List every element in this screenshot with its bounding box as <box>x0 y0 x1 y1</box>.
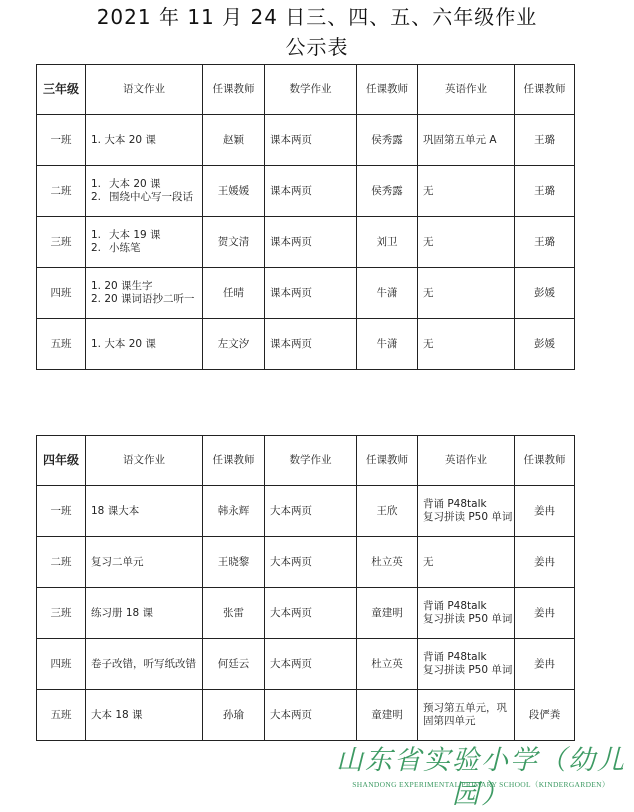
table-row <box>37 588 575 639</box>
cell-line: 2. 20 课词语抄二听一 <box>91 293 195 305</box>
cell-line: 1. 大本 20 课 <box>91 337 156 350</box>
english-homework <box>418 115 515 166</box>
class-name: 四班 <box>37 639 86 690</box>
math-homework: 大本两页 <box>265 486 357 537</box>
table-header-row <box>37 65 575 115</box>
chinese-teacher: 任晴 <box>203 268 265 319</box>
header-teacher: 任课教师 <box>357 65 418 115</box>
english-homework <box>418 486 515 537</box>
list-item <box>91 229 197 242</box>
chinese-homework <box>86 217 203 268</box>
class-name: 四班 <box>37 268 86 319</box>
header-teacher: 任课教师 <box>515 436 575 486</box>
page-subtitle: 公示表 <box>285 35 349 59</box>
english-homework <box>418 166 515 217</box>
math-teacher: 杜立英 <box>357 639 418 690</box>
math-homework: 大本两页 <box>265 639 357 690</box>
school-logo <box>331 744 631 810</box>
chinese-teacher: 王媛媛 <box>203 166 265 217</box>
english-homework <box>418 319 515 370</box>
cell-line: 复习拼读 P50 单词 <box>423 613 513 625</box>
chinese-homework <box>86 486 203 537</box>
chinese-homework <box>86 537 203 588</box>
chinese-homework <box>86 639 203 690</box>
math-teacher: 杜立英 <box>357 537 418 588</box>
cell-line: 无 <box>423 337 434 350</box>
table-row <box>37 268 575 319</box>
header-chinese: 语文作业 <box>86 436 203 486</box>
chinese-teacher: 赵颖 <box>203 115 265 166</box>
cell-line: 无 <box>423 286 434 299</box>
cell-line: 练习册 18 课 <box>91 606 154 619</box>
grade-label: 四年级 <box>37 436 86 486</box>
cell-line: 卷子改错，听写纸改错 <box>91 657 196 670</box>
class-name: 三班 <box>37 217 86 268</box>
table-row <box>37 166 575 217</box>
class-name: 一班 <box>37 486 86 537</box>
cell-line: 巩固第五单元 A <box>423 133 497 146</box>
class-name: 二班 <box>37 166 86 217</box>
math-teacher: 牛潇 <box>357 268 418 319</box>
list-text: 小练笔 <box>109 242 141 254</box>
english-teacher: 王璐 <box>515 115 575 166</box>
table-row <box>37 115 575 166</box>
math-teacher: 童建明 <box>357 588 418 639</box>
list-item <box>91 191 197 204</box>
table-header-row <box>37 436 575 486</box>
table-row <box>37 639 575 690</box>
header-teacher: 任课教师 <box>515 65 575 115</box>
math-homework: 大本两页 <box>265 588 357 639</box>
math-homework: 课本两页 <box>265 217 357 268</box>
chinese-teacher: 王晓黎 <box>203 537 265 588</box>
cell-line: 预习第五单元，巩 <box>423 702 507 714</box>
table-row <box>37 486 575 537</box>
chinese-teacher: 孙瑜 <box>203 690 265 741</box>
grade3-homework-table <box>36 64 575 370</box>
school-logo-english: SHANDONG EXPERIMENTAL PRIMARY SCHOOL（KINDERGARDEN） <box>352 780 610 789</box>
table-row <box>37 217 575 268</box>
math-teacher: 侯秀露 <box>357 166 418 217</box>
cell-line: 无 <box>423 184 434 197</box>
cell-line: 复习拼读 P50 单词 <box>423 664 513 676</box>
math-homework: 大本两页 <box>265 690 357 741</box>
header-english: 英语作业 <box>418 436 515 486</box>
table-row <box>37 537 575 588</box>
class-name: 三班 <box>37 588 86 639</box>
table-row <box>37 319 575 370</box>
english-teacher: 彭媛 <box>515 268 575 319</box>
list-item <box>91 178 197 191</box>
list-number: 2. <box>91 242 102 254</box>
chinese-teacher: 左文汐 <box>203 319 265 370</box>
list-text: 大本 20 课 <box>109 178 161 190</box>
cell-line: 1. 大本 20 课 <box>91 133 156 146</box>
chinese-teacher: 贺文清 <box>203 217 265 268</box>
chinese-teacher: 何廷云 <box>203 639 265 690</box>
header-teacher: 任课教师 <box>203 436 265 486</box>
math-teacher: 童建明 <box>357 690 418 741</box>
cell-line: 大本 18 课 <box>91 708 143 721</box>
grade-label: 三年级 <box>37 65 86 115</box>
english-homework <box>418 690 515 741</box>
cell-line: 背诵 P48talk <box>423 498 487 510</box>
cell-line: 无 <box>423 555 434 568</box>
english-teacher: 姜冉 <box>515 639 575 690</box>
chinese-teacher: 韩永辉 <box>203 486 265 537</box>
english-homework <box>418 639 515 690</box>
chinese-homework <box>86 319 203 370</box>
math-homework: 课本两页 <box>265 268 357 319</box>
math-homework: 课本两页 <box>265 319 357 370</box>
cell-line: 背诵 P48talk <box>423 651 487 663</box>
list-text: 大本 19 课 <box>109 229 161 241</box>
header-math: 数学作业 <box>265 65 357 115</box>
cell-line: 18 课大本 <box>91 504 140 517</box>
english-homework <box>418 217 515 268</box>
page-title: 2021 年 11 月 24 日三、四、五、六年级作业 <box>96 5 538 29</box>
table-row <box>37 690 575 741</box>
list-item <box>91 242 197 255</box>
class-name: 二班 <box>37 537 86 588</box>
chinese-homework <box>86 690 203 741</box>
english-teacher: 姜冉 <box>515 486 575 537</box>
header-math: 数学作业 <box>265 436 357 486</box>
list-number: 1. <box>91 229 102 241</box>
math-homework: 课本两页 <box>265 115 357 166</box>
math-teacher: 王欣 <box>357 486 418 537</box>
class-name: 五班 <box>37 690 86 741</box>
header-chinese: 语文作业 <box>86 65 203 115</box>
cell-line: 1. 20 课生字 <box>91 280 153 292</box>
chinese-homework <box>86 166 203 217</box>
math-teacher: 刘卫 <box>357 217 418 268</box>
chinese-homework <box>86 268 203 319</box>
chinese-homework <box>86 588 203 639</box>
class-name: 一班 <box>37 115 86 166</box>
header-teacher: 任课教师 <box>357 436 418 486</box>
cell-line: 无 <box>423 235 434 248</box>
english-teacher: 王璐 <box>515 217 575 268</box>
english-teacher: 姜冉 <box>515 588 575 639</box>
header-teacher: 任课教师 <box>203 65 265 115</box>
list-number: 1. <box>91 178 102 190</box>
english-teacher: 王璐 <box>515 166 575 217</box>
header-english: 英语作业 <box>418 65 515 115</box>
math-teacher: 牛潇 <box>357 319 418 370</box>
school-logo-chinese: 山东省实验小学（幼儿园） <box>336 745 626 810</box>
class-name: 五班 <box>37 319 86 370</box>
math-teacher: 侯秀露 <box>357 115 418 166</box>
list-number: 2. <box>91 191 102 203</box>
cell-line: 固第四单元 <box>423 715 476 727</box>
math-homework: 课本两页 <box>265 166 357 217</box>
chinese-homework <box>86 115 203 166</box>
english-teacher: 姜冉 <box>515 537 575 588</box>
english-teacher: 段俨粪 <box>515 690 575 741</box>
english-homework <box>418 268 515 319</box>
chinese-teacher: 张雷 <box>203 588 265 639</box>
cell-line: 背诵 P48talk <box>423 600 487 612</box>
english-homework <box>418 537 515 588</box>
list-text: 围绕中心写一段话 <box>109 191 193 203</box>
grade4-homework-table <box>36 435 575 741</box>
cell-line: 复习拼读 P50 单词 <box>423 511 513 523</box>
cell-line: 复习二单元 <box>91 555 144 568</box>
english-teacher: 彭媛 <box>515 319 575 370</box>
english-homework <box>418 588 515 639</box>
math-homework: 大本两页 <box>265 537 357 588</box>
